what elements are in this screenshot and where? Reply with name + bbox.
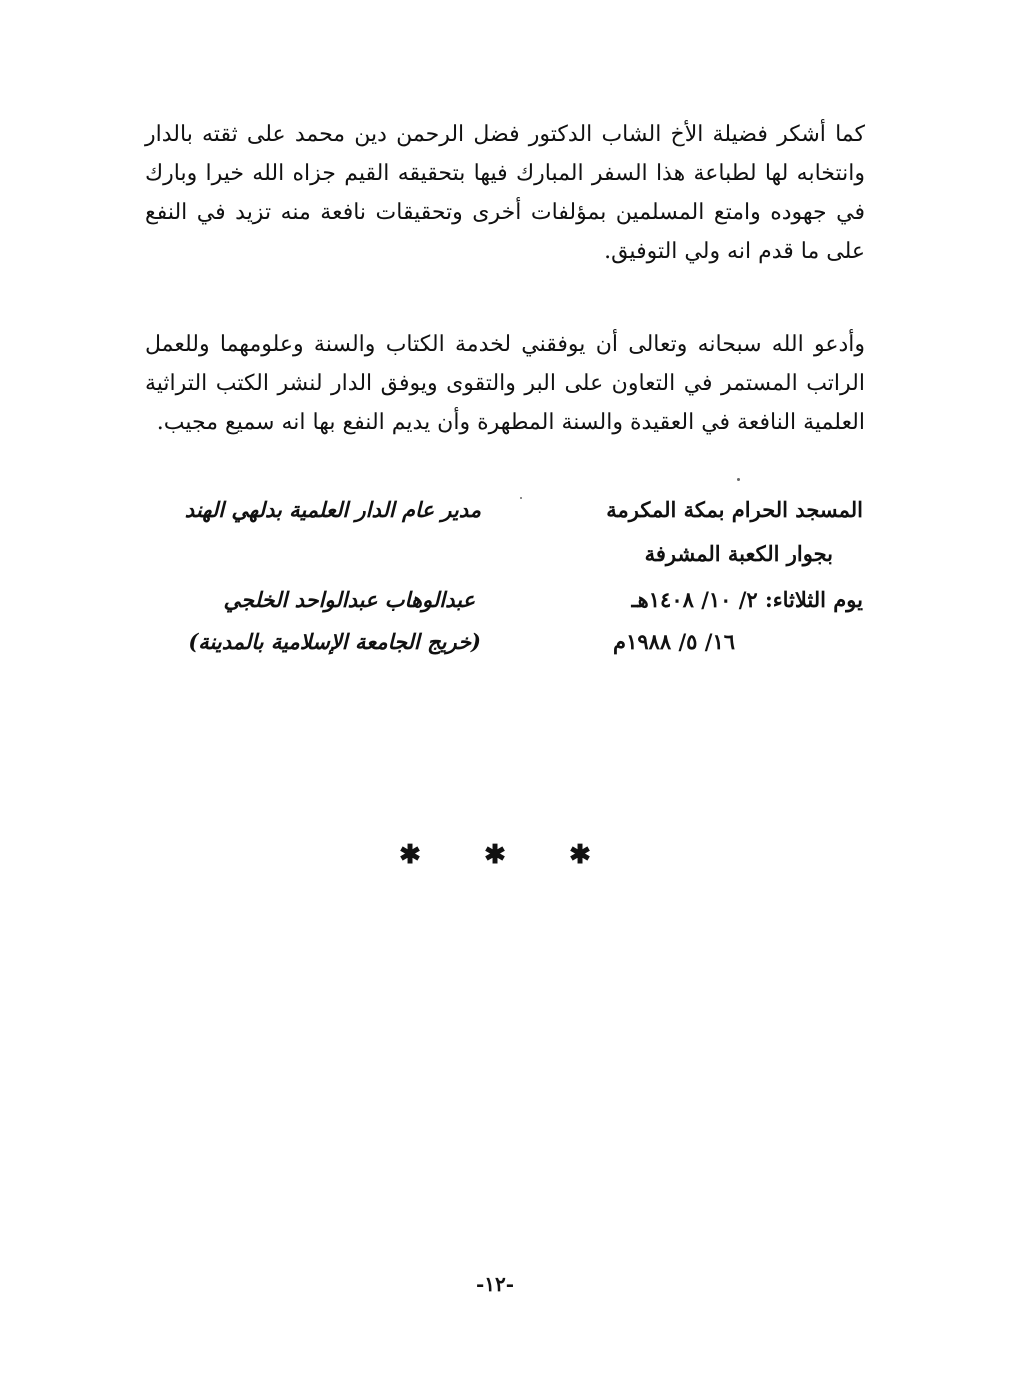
gregorian-date: ١٦/ ٥/ ١٩٨٨م xyxy=(613,629,735,654)
separator-star: ✱ xyxy=(569,840,591,870)
hijri-date: يوم الثلاثاء: ٢/ ١٠/ ١٤٠٨هـ xyxy=(631,587,863,612)
section-separator xyxy=(395,835,595,875)
ink-speck xyxy=(737,478,740,481)
location-line-1: المسجد الحرام بمكة المكرمة xyxy=(606,497,863,522)
ink-speck xyxy=(520,497,522,499)
author-title: مدير عام الدار العلمية بدلهي الهند xyxy=(184,497,481,522)
page-number: -١٢- xyxy=(475,1272,515,1296)
author-name: عبدالوهاب عبدالواحد الخلجي xyxy=(223,587,475,612)
separator-star: ✱ xyxy=(484,840,506,870)
paragraph-thanks: كما أشكر فضيلة الأخ الشاب الدكتور فضل الرحمن دين محمد على ثقته بالدار وانتخابه لها لطباعة هذا السفر المبارك فيها بتحقيقه القيم جزاه الله خيرا وبارك في جهوده وامتع المسلمين بمؤلفات أخرى وتحقيقات نافعة منه تزيد في النفع على ما قدم انه ولي التوفيق. xyxy=(145,122,865,264)
paragraph-prayer: وأدعو الله سبحانه وتعالى أن يوفقني لخدمة الكتاب والسنة وعلومهما وللعمل الراتب المستمر في التعاون على البر والتقوى ويوفق الدار لنشر الكتب التراثية العلمية النافعة في العقيدة والسنة المطهرة وأن يديم النفع بها انه سميع مجيب. xyxy=(145,332,865,435)
separator-star: ✱ xyxy=(399,840,421,870)
author-note: (خريج الجامعة الإسلامية بالمدينة) xyxy=(188,629,481,654)
location-line-2: بجوار الكعبة المشرفة xyxy=(644,541,833,566)
